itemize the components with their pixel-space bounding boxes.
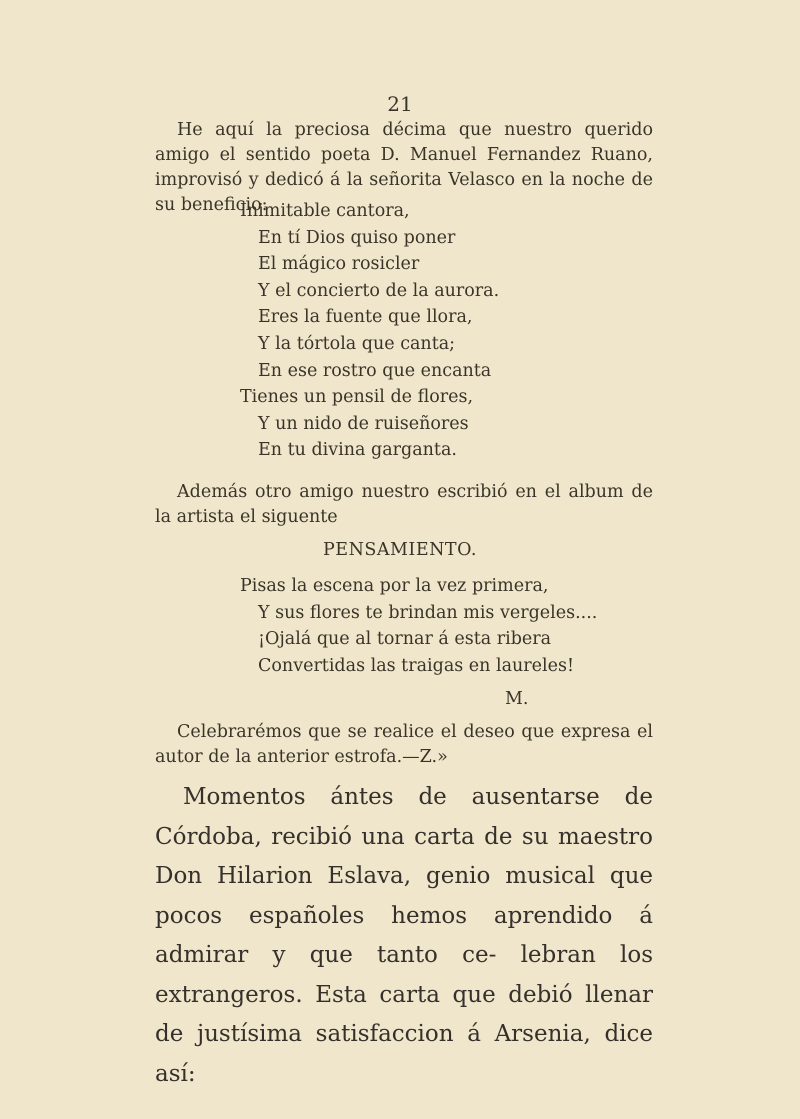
closing-paragraph bbox=[155, 720, 653, 770]
paragraph-line: dice así: bbox=[155, 1021, 654, 1087]
poem-line: Pisas la escena por la vez primera, bbox=[240, 576, 549, 596]
poem-line: En tí Dios quiso poner bbox=[258, 227, 456, 248]
paragraph-line: hemos aprendido á admirar y que tanto ce- bbox=[155, 902, 653, 968]
paragraph-line: autor de la anterior estrofa.—Z.» bbox=[155, 747, 448, 767]
poem-line: Y sus flores te brindan mis vergeles.... bbox=[258, 602, 598, 623]
paragraph-line: Eslava, genio musical que pocos españoles bbox=[155, 863, 654, 929]
poem-line: Eres la fuente que llora, bbox=[258, 307, 473, 328]
large-paragraph bbox=[155, 778, 653, 1094]
paragraph-line: lebran los extrangeros. Esta carta que debió bbox=[155, 942, 653, 1008]
paragraph-line: artista el siguente bbox=[176, 507, 338, 527]
poem-line: Inimitable cantora, bbox=[240, 201, 410, 221]
paragraph-line: Momentos ántes de ausentarse de Córdoba, bbox=[155, 784, 653, 850]
second-paragraph bbox=[155, 480, 653, 530]
page-number: 21 bbox=[387, 92, 413, 116]
paragraph-line: Además otro amigo nuestro escribió en el album de la bbox=[155, 482, 653, 527]
intro-line: He aquí la preciosa décima que nuestro querido amigo bbox=[155, 120, 653, 165]
poem-line: Y el concierto de la aurora. bbox=[258, 280, 500, 301]
poem-line: Tienes un pensil de flores, bbox=[240, 387, 474, 408]
poem-line: Y un nido de ruiseñores bbox=[258, 413, 469, 434]
poem-line: Y la tórtola que canta; bbox=[258, 333, 456, 354]
paragraph-line: llenar de justísima satisfaccion á Arsenia, bbox=[155, 981, 653, 1047]
poem-line: En tu divina garganta. bbox=[258, 440, 457, 461]
poem-line: ¡Ojalá que al tornar á esta ribera bbox=[258, 629, 552, 650]
pensamiento-poem bbox=[240, 573, 598, 679]
poem-line: En ese rostro que encanta bbox=[258, 360, 492, 381]
poem-line: El mágico rosicler bbox=[258, 254, 420, 275]
paragraph-line: recibió una carta de su maestro Don Hilarion bbox=[155, 823, 653, 889]
intro-line: el sentido poeta D. Manuel Fernandez Ruano, improvisó bbox=[155, 145, 653, 190]
signature: M. bbox=[505, 689, 529, 709]
poem-line: Convertidas las traigas en laureles! bbox=[258, 655, 574, 676]
intro-line: y dedicó á la señorita Velasco en la noche de su beneficio: bbox=[155, 170, 653, 215]
decima-poem bbox=[240, 198, 500, 464]
pensamiento-title: PENSAMIENTO. bbox=[323, 540, 477, 560]
paragraph-line: Celebrarémos que se realice el deseo que expresa el bbox=[177, 722, 653, 742]
